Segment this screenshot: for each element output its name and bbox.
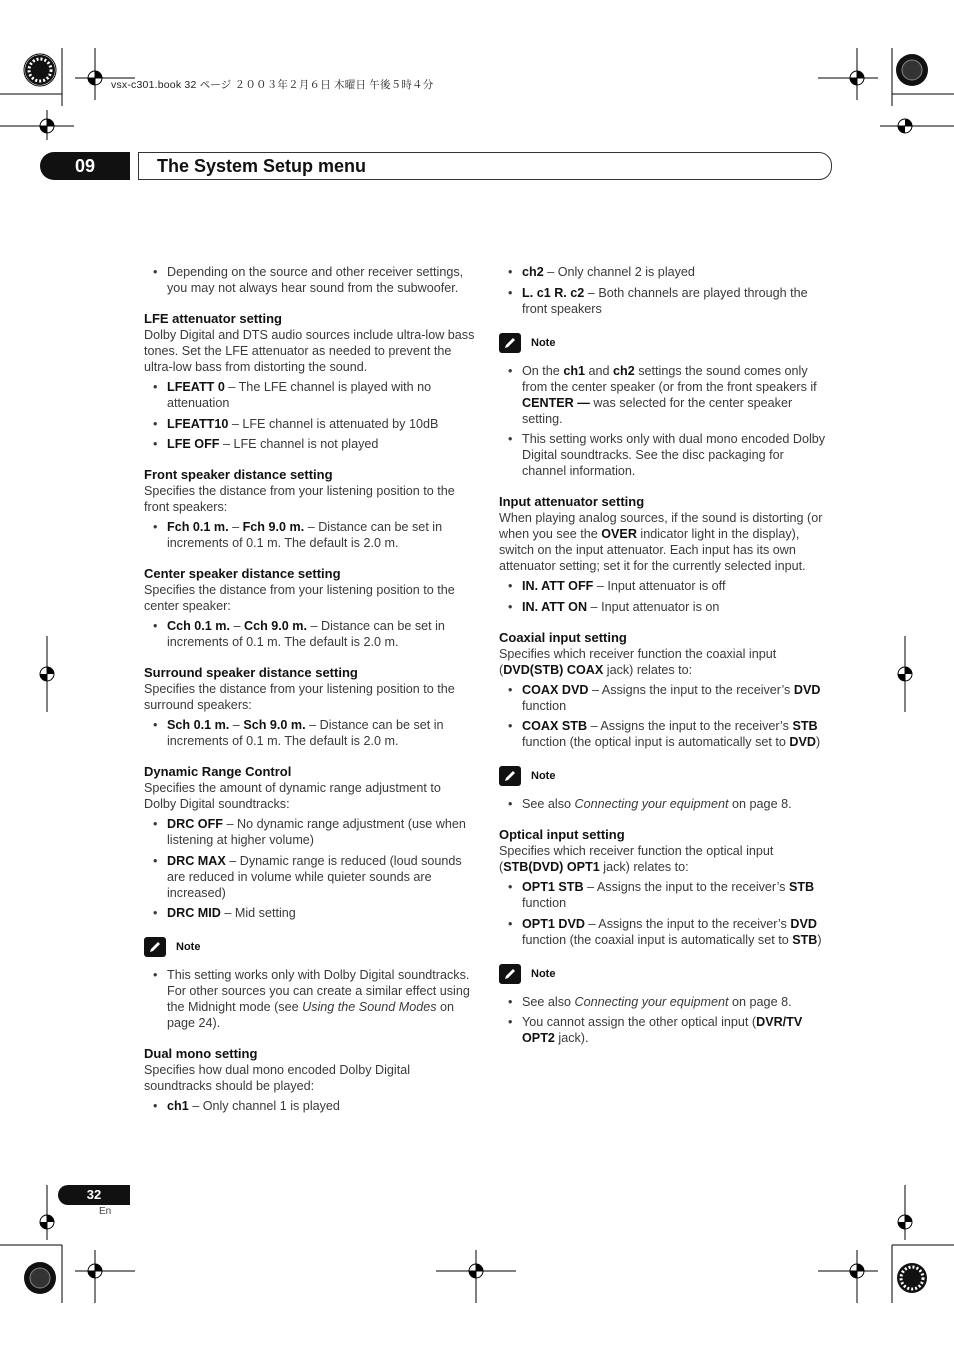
surround-distance-section bbox=[144, 664, 476, 749]
list-item: • DRC MAX – Dynamic range is reduced (loud sounds are reduced in volume while quieter sounds are increased) bbox=[144, 853, 476, 901]
list-item: • ch1 – Only channel 1 is played bbox=[144, 1098, 476, 1114]
chapter-title: The System Setup menu bbox=[157, 156, 367, 176]
lfe-section bbox=[144, 310, 476, 452]
list-item: • IN. ATT OFF – Input attenuator is off bbox=[499, 578, 831, 594]
list-item: • ch2 – Only channel 2 is played bbox=[499, 264, 831, 280]
pencil-icon bbox=[144, 937, 166, 957]
section-heading: LFE attenuator setting bbox=[144, 311, 282, 326]
list-item: • L. c1 R. c2 – Both channels are played through the front speakers bbox=[499, 285, 831, 317]
list-item: • Fch 0.1 m. – Fch 9.0 m. – Distance can be set in increments of 0.1 m. The default is 2.0 m. bbox=[144, 519, 476, 551]
page-number: 32 bbox=[58, 1185, 130, 1205]
center-distance-section bbox=[144, 565, 476, 650]
list-item: • DRC MID – Mid setting bbox=[144, 905, 476, 921]
intro-list bbox=[144, 264, 476, 296]
section-heading: Dynamic Range Control bbox=[144, 764, 292, 779]
section-body: Specifies which receiver function the optical input (STB(DVD) OPT1 jack) relates to: bbox=[499, 844, 774, 874]
right-column bbox=[499, 264, 831, 1051]
note-label: Note bbox=[176, 941, 201, 953]
list-item: • See also Connecting your equipment on page 8. bbox=[499, 994, 831, 1010]
section-heading: Front speaker distance setting bbox=[144, 467, 333, 482]
input-attenuator-section bbox=[499, 493, 831, 615]
drc-section bbox=[144, 763, 476, 921]
pencil-icon bbox=[499, 766, 521, 786]
list-item: • OPT1 STB – Assigns the input to the receiver’s STB function bbox=[499, 879, 831, 911]
page-language: En bbox=[99, 1206, 112, 1217]
section-body: Specifies the amount of dynamic range adjustment to Dolby Digital soundtracks: bbox=[144, 781, 441, 811]
list-item: • DRC OFF – No dynamic range adjustment (use when listening at higher volume) bbox=[144, 816, 476, 848]
section-body: When playing analog sources, if the sound is distorting (or when you see the OVER indicator light in the display), switch on the input attenuator. Each input has its own attenuator setting; set it for the currently selected input. bbox=[499, 511, 823, 573]
list-item: • This setting works only with dual mono encoded Dolby Digital soundtracks. See the disc packaging for channel information. bbox=[499, 431, 831, 479]
note-header bbox=[499, 766, 831, 786]
optical-input-section bbox=[499, 826, 831, 948]
section-body: Specifies which receiver function the coaxial input (DVD(STB) COAX jack) relates to: bbox=[499, 646, 777, 677]
left-column bbox=[144, 264, 476, 1119]
note-label: Note bbox=[531, 967, 556, 980]
list-item: • On the ch1 and ch2 settings the sound comes only from the center speaker (or from the front speakers if CENTER — was selected for the center speaker setting. bbox=[499, 363, 831, 427]
section-body: Specifies the distance from your listening position to the front speakers: bbox=[144, 484, 455, 514]
note-label: Note bbox=[531, 336, 556, 349]
list-item: • This setting works only with Dolby Digital soundtracks. For other sources you can create a similar effect using the Midnight mode (see Using the Sound Modes on page 24). bbox=[144, 967, 476, 1031]
list-item: • COAX STB – Assigns the input to the receiver’s STB function (the optical input is automatically set to DVD) bbox=[499, 718, 831, 750]
note-label: Note bbox=[531, 770, 556, 782]
section-body: Specifies the distance from your listening position to the surround speakers: bbox=[144, 682, 455, 712]
section-heading: Coaxial input setting bbox=[499, 629, 627, 645]
list-item: • LFEATT10 – LFE channel is attenuated by 10dB bbox=[144, 416, 476, 432]
section-heading: Input attenuator setting bbox=[499, 494, 645, 509]
section-heading: Optical input setting bbox=[499, 827, 625, 842]
front-distance-section bbox=[144, 466, 476, 551]
list-item: • IN. ATT ON – Input attenuator is on bbox=[499, 599, 831, 615]
list-item: • LFE OFF – LFE channel is not played bbox=[144, 436, 476, 452]
dual-mono-section bbox=[144, 1045, 476, 1114]
list-item: • COAX DVD – Assigns the input to the receiver’s DVD function bbox=[499, 682, 831, 714]
list-item: • You cannot assign the other optical input (DVR/TV OPT2 jack). bbox=[499, 1014, 831, 1046]
list-item: • Cch 0.1 m. – Cch 9.0 m. – Distance can be set in increments of 0.1 m. The default is 2.0 m. bbox=[144, 618, 476, 650]
note-header bbox=[499, 964, 831, 984]
list-item: • Depending on the source and other receiver settings, you may not always hear sound from the subwoofer. bbox=[144, 264, 476, 296]
note-header bbox=[499, 333, 831, 353]
section-body: Specifies how dual mono encoded Dolby Digital soundtracks should be played: bbox=[144, 1063, 411, 1093]
pencil-icon bbox=[499, 964, 521, 984]
file-info-header: vsx-c301.book 32 ページ ２００３年２月６日 木曜日 午後５時４分 bbox=[111, 79, 434, 91]
coaxial-input-section bbox=[499, 629, 831, 751]
section-heading: Center speaker distance setting bbox=[144, 566, 341, 581]
note-header bbox=[144, 937, 476, 957]
list-item: • Sch 0.1 m. – Sch 9.0 m. – Distance can be set in increments of 0.1 m. The default is 2.0 m. bbox=[144, 717, 476, 749]
pencil-icon bbox=[499, 333, 521, 353]
section-body: Specifies the distance from your listening position to the center speaker: bbox=[144, 583, 455, 613]
section-heading: Surround speaker distance setting bbox=[144, 665, 358, 680]
list-item: • OPT1 DVD – Assigns the input to the receiver’s DVD function (the coaxial input is automatically set to STB) bbox=[499, 916, 831, 948]
list-item: • See also Connecting your equipment on page 8. bbox=[499, 796, 831, 812]
section-heading: Dual mono setting bbox=[144, 1046, 258, 1061]
list-item: • LFEATT 0 – The LFE channel is played with no attenuation bbox=[144, 379, 476, 411]
chapter-number: 09 bbox=[40, 152, 130, 180]
section-body: Dolby Digital and DTS audio sources include ultra-low bass tones. Set the LFE attenuator as needed to prevent the ultra-low bass from distorting the sound. bbox=[144, 328, 475, 374]
